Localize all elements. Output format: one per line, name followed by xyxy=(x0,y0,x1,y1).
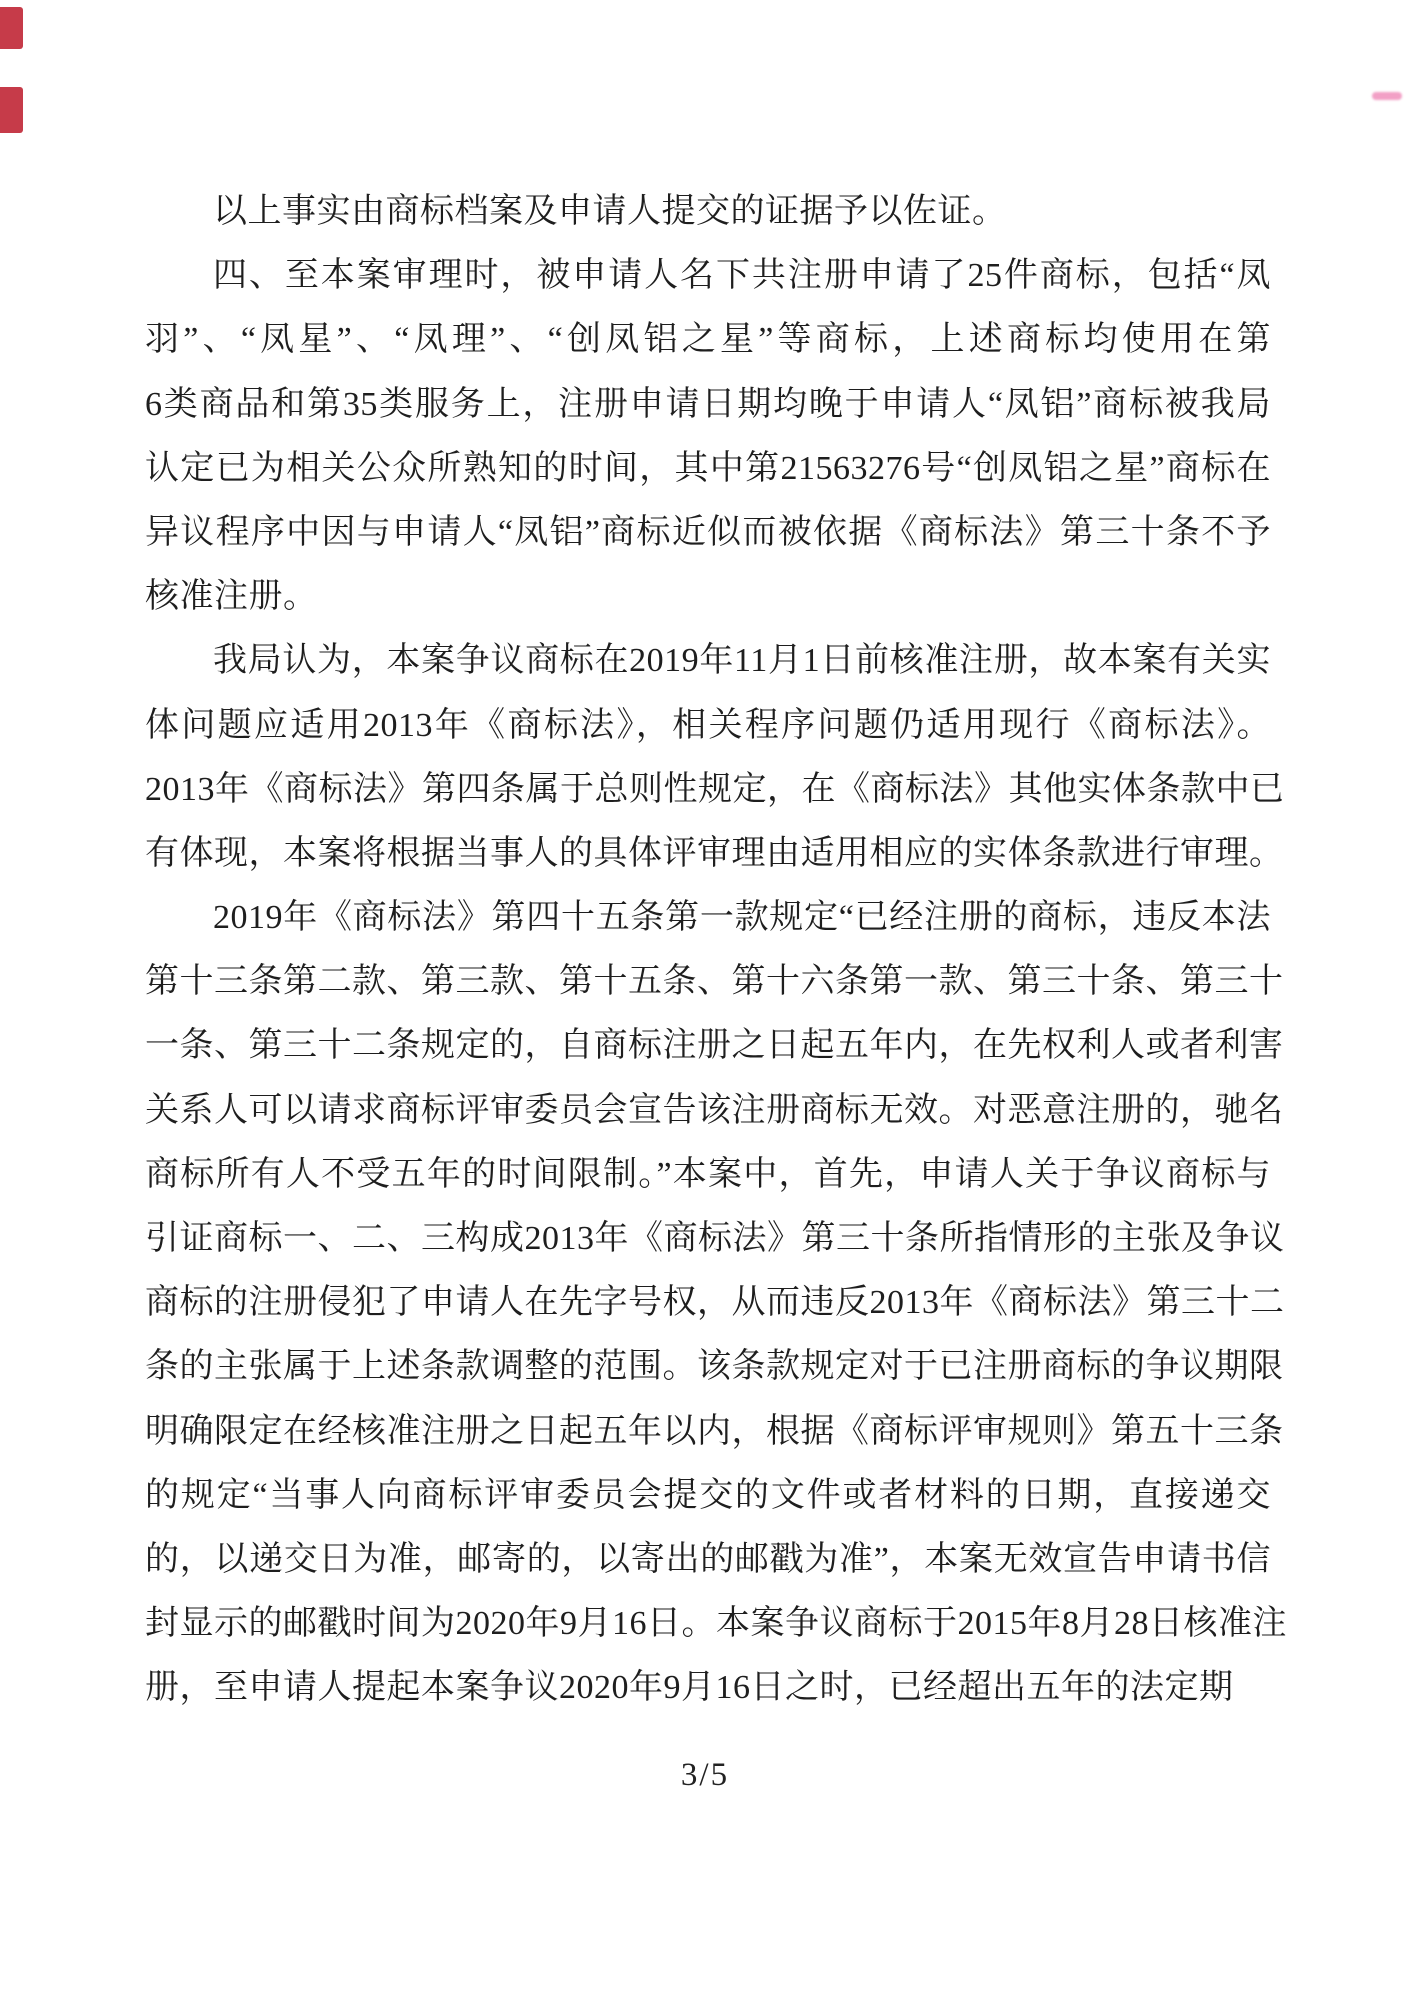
text-line: 羽”、“凤星”、“凤理”、“创凤铝之星”等商标，上述商标均使用在第 xyxy=(145,321,1271,359)
text-line: 关系人可以请求商标评审委员会宣告该注册商标无效。对恶意注册的，驰名 xyxy=(145,1091,1284,1129)
text-line: 一条、第三十二条规定的，自商标注册之日起五年内，在先权利人或者利害 xyxy=(145,1027,1284,1065)
text-line: 封显示的邮戳时间为2020年9月16日。本案争议商标于2015年8月28日核准注 xyxy=(145,1605,1287,1643)
text-line: 2019年《商标法》第四十五条第一款规定“已经注册的商标，违反本法 xyxy=(213,899,1271,937)
text-line: 2013年《商标法》第四条属于总则性规定，在《商标法》其他实体条款中已 xyxy=(145,770,1285,808)
text-line: 册，至申请人提起本案争议2020年9月16日之时，已经超出五年的法定期 xyxy=(145,1669,1234,1707)
page-number: 3/5 xyxy=(680,1757,730,1793)
red-edge-mark-bottom xyxy=(0,87,23,133)
text-line: 以上事实由商标档案及申请人提交的证据予以佐证。 xyxy=(213,193,1007,230)
red-edge-mark-top xyxy=(0,7,23,49)
text-line: 第十三条第二款、第三款、第十五条、第十六条第一款、第三十条、第三十 xyxy=(145,963,1284,1001)
text-line: 认定已为相关公众所熟知的时间，其中第21563276号“创凤铝之星”商标在 xyxy=(145,449,1271,487)
text-line: 的，以递交日为准，邮寄的，以寄出的邮戳为准”，本案无效宣告申请书信 xyxy=(145,1540,1271,1578)
text-line: 我局认为，本案争议商标在2019年11月1日前核准注册，故本案有关实 xyxy=(213,642,1271,680)
text-line: 商标所有人不受五年的时间限制。”本案中，首先，申请人关于争议商标与 xyxy=(145,1155,1271,1193)
document-body xyxy=(145,180,1287,1721)
text-line: 体问题应适用2013年《商标法》，相关程序问题仍适用现行《商标法》。 xyxy=(145,706,1271,744)
text-line: 明确限定在经核准注册之日起五年以内，根据《商标评审规则》第五十三条 xyxy=(145,1412,1284,1450)
text-line: 四、至本案审理时，被申请人名下共注册申请了25件商标，包括“凤 xyxy=(213,257,1271,295)
text-line: 异议程序中因与申请人“凤铝”商标近似而被依据《商标法》第三十条不予 xyxy=(145,513,1271,551)
text-line: 条的主张属于上述条款调整的范围。该条款规定对于已注册商标的争议期限 xyxy=(145,1348,1284,1386)
text-line: 引证商标一、二、三构成2013年《商标法》第三十条所指情形的主张及争议 xyxy=(145,1220,1285,1257)
text-line: 有体现，本案将根据当事人的具体评审理由适用相应的实体条款进行审理。 xyxy=(145,834,1284,872)
text-line: 6类商品和第35类服务上，注册申请日期均晚于申请人“凤铝”商标被我局 xyxy=(145,385,1271,423)
text-line: 的规定“当事人向商标评审委员会提交的文件或者材料的日期，直接递交 xyxy=(145,1476,1271,1514)
text-line: 商标的注册侵犯了申请人在先字号权，从而违反2013年《商标法》第三十二 xyxy=(145,1284,1285,1322)
text-line: 核准注册。 xyxy=(145,578,318,616)
pink-dash-mark xyxy=(1372,92,1402,100)
